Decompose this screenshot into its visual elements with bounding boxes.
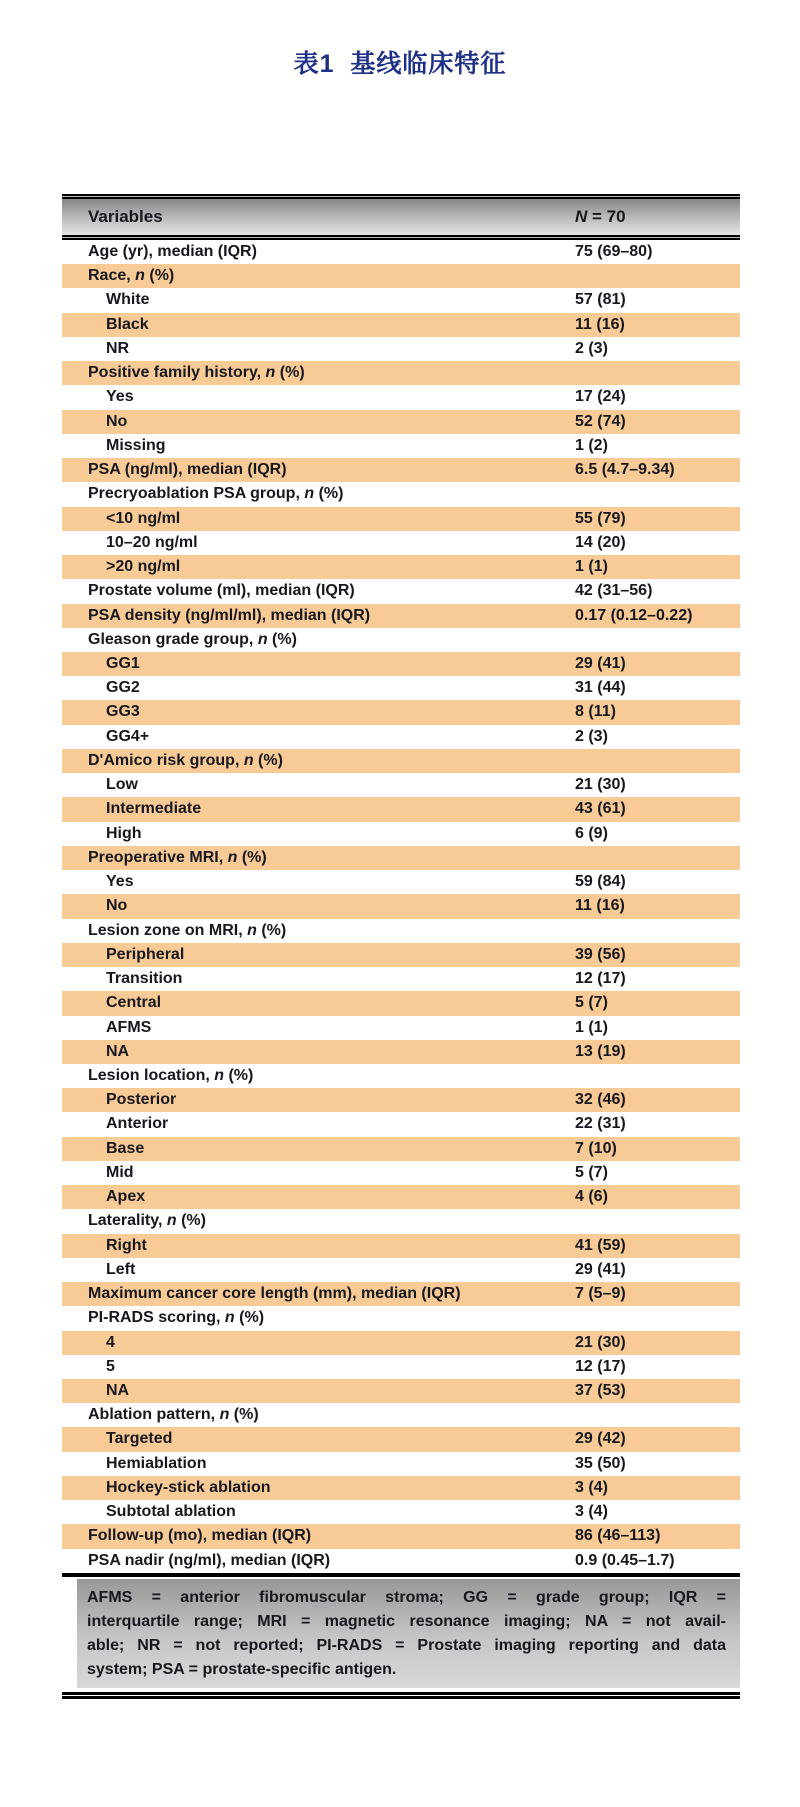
row-label: Subtotal ablation <box>106 1503 236 1521</box>
row-label: 4 <box>106 1333 115 1351</box>
row-label: Preoperative MRI, n (%) <box>88 848 267 866</box>
row-value: 11 (16) <box>575 897 625 915</box>
column-header-n: N = 70 <box>575 207 626 226</box>
row-value: 3 (4) <box>575 1478 608 1496</box>
row-value: 57 (81) <box>575 291 626 309</box>
table-body <box>62 240 740 1573</box>
row-label: <10 ng/ml <box>106 509 181 527</box>
table-row <box>62 264 740 288</box>
table-row <box>62 652 740 676</box>
row-label: 5 <box>106 1357 115 1375</box>
row-value: 13 (19) <box>575 1042 626 1060</box>
row-value: 2 (3) <box>575 727 608 745</box>
row-label: NA <box>106 1382 130 1400</box>
row-label: PSA density (ng/ml/ml), median (IQR) <box>88 606 371 624</box>
row-label: PI-RADS scoring, n (%) <box>88 1309 265 1327</box>
table-row <box>62 1185 740 1209</box>
table-row <box>62 1112 740 1136</box>
row-label: Follow-up (mo), median (IQR) <box>88 1527 312 1545</box>
row-value: 55 (79) <box>575 509 626 527</box>
table-row <box>62 822 740 846</box>
row-label: Left <box>106 1260 136 1278</box>
row-value: 7 (5–9) <box>575 1285 626 1303</box>
table-row <box>62 1161 740 1185</box>
row-label: Hemiablation <box>106 1454 207 1472</box>
row-label: Lesion location, n (%) <box>88 1066 254 1084</box>
table-row <box>62 1452 740 1476</box>
row-label: Lesion zone on MRI, n (%) <box>88 921 287 939</box>
row-label: Black <box>106 315 149 333</box>
row-label: Right <box>106 1236 147 1254</box>
table-row <box>62 870 740 894</box>
table-row <box>62 628 740 652</box>
row-label: GG4+ <box>106 727 150 745</box>
row-label: White <box>106 291 150 309</box>
row-label: Prostate volume (ml), median (IQR) <box>88 582 355 600</box>
row-value: 1 (1) <box>575 558 608 576</box>
table-row <box>62 337 740 361</box>
table-row <box>62 434 740 458</box>
row-label: Ablation pattern, n (%) <box>88 1406 259 1424</box>
table-row <box>62 725 740 749</box>
row-label: No <box>106 897 128 915</box>
table-row <box>62 555 740 579</box>
row-label: Apex <box>106 1188 146 1206</box>
row-label: High <box>106 824 142 842</box>
row-label: No <box>106 412 128 430</box>
row-label: PSA (ng/ml), median (IQR) <box>88 461 287 479</box>
row-value: 11 (16) <box>575 315 625 333</box>
row-value: 42 (31–56) <box>575 582 653 600</box>
table-row <box>62 604 740 628</box>
table-row <box>62 1379 740 1403</box>
table-header-row <box>62 199 740 235</box>
row-label: Gleason grade group, n (%) <box>88 630 297 648</box>
footnote-line: system; PSA = prostate-specific antigen. <box>87 1660 397 1678</box>
row-value: 22 (31) <box>575 1115 626 1133</box>
table-row <box>62 482 740 506</box>
row-label: PSA nadir (ng/ml), median (IQR) <box>88 1551 331 1569</box>
table-row <box>62 579 740 603</box>
row-value: 32 (46) <box>575 1091 626 1109</box>
row-label: >20 ng/ml <box>106 558 181 576</box>
row-label: Base <box>106 1139 145 1157</box>
row-value: 17 (24) <box>575 388 626 406</box>
row-value: 31 (44) <box>575 679 626 697</box>
row-label: Maximum cancer core length (mm), median (IQR) <box>88 1285 461 1303</box>
row-value: 5 (7) <box>575 994 608 1012</box>
table-row <box>62 919 740 943</box>
row-label: Anterior <box>106 1115 169 1133</box>
row-value: 41 (59) <box>575 1236 626 1254</box>
row-label: Low <box>106 776 138 794</box>
row-value: 4 (6) <box>575 1188 608 1206</box>
row-value: 52 (74) <box>575 412 626 430</box>
row-value: 6.5 (4.7–9.34) <box>575 461 675 479</box>
row-label: GG2 <box>106 679 140 697</box>
row-label: AFMS <box>106 1018 152 1036</box>
row-value: 12 (17) <box>575 1357 626 1375</box>
table-row <box>62 1088 740 1112</box>
row-label: D'Amico risk group, n (%) <box>88 751 283 769</box>
table-row <box>62 1549 740 1573</box>
table-bottom-rule <box>62 1573 740 1577</box>
table-row <box>62 773 740 797</box>
row-value: 29 (41) <box>575 654 626 672</box>
table-row <box>62 797 740 821</box>
table-row <box>62 943 740 967</box>
table-row <box>62 1476 740 1500</box>
row-value: 3 (4) <box>575 1503 608 1521</box>
footnote-bottom-rule <box>62 1692 740 1699</box>
table-footnote <box>77 1579 740 1688</box>
row-value: 8 (11) <box>575 703 616 721</box>
row-label: Missing <box>106 436 166 454</box>
row-value: 0.17 (0.12–0.22) <box>575 606 693 624</box>
row-label: Posterior <box>106 1091 177 1109</box>
table-row <box>62 1016 740 1040</box>
footnote-line: able; NR = not reported; PI-RADS = Prostate imaging reporting and data <box>87 1636 726 1654</box>
table-row <box>62 288 740 312</box>
table-row <box>62 385 740 409</box>
page-title: 表1 基线临床特征 <box>293 50 507 78</box>
row-label: Positive family history, n (%) <box>88 364 305 382</box>
row-value: 35 (50) <box>575 1454 626 1472</box>
table-row <box>62 313 740 337</box>
table-row <box>62 1403 740 1427</box>
table-row <box>62 1209 740 1233</box>
footnote-line: AFMS = anterior fibromuscular stroma; GG = grade group; IQR = <box>87 1588 726 1606</box>
column-header-variables: Variables <box>88 207 163 226</box>
table-row <box>62 676 740 700</box>
row-label: GG1 <box>106 654 140 672</box>
row-value: 5 (7) <box>575 1163 608 1181</box>
row-value: 75 (69–80) <box>575 243 653 260</box>
row-value: 0.9 (0.45–1.7) <box>575 1551 675 1569</box>
row-value: 21 (30) <box>575 776 626 794</box>
table-row <box>62 1040 740 1064</box>
baseline-characteristics-table <box>62 194 740 1699</box>
table-row <box>62 1500 740 1524</box>
table-row <box>62 507 740 531</box>
table-row <box>62 1234 740 1258</box>
row-label: Intermediate <box>106 800 202 818</box>
row-label: Age (yr), median (IQR) <box>88 243 257 260</box>
row-label: 10–20 ng/ml <box>106 533 198 551</box>
row-value: 37 (53) <box>575 1382 626 1400</box>
row-value: 7 (10) <box>575 1139 617 1157</box>
table-row <box>62 1355 740 1379</box>
table-row <box>62 967 740 991</box>
table-row <box>62 1258 740 1282</box>
row-label: Race, n (%) <box>88 267 175 285</box>
row-label: Yes <box>106 873 134 891</box>
row-label: Mid <box>106 1163 134 1181</box>
row-label: Yes <box>106 388 134 406</box>
table-row <box>62 1524 740 1548</box>
row-value: 2 (3) <box>575 339 608 357</box>
table-row <box>62 531 740 555</box>
row-value: 12 (17) <box>575 970 626 988</box>
table-row <box>62 846 740 870</box>
table-row <box>62 458 740 482</box>
table-row <box>62 1331 740 1355</box>
row-value: 29 (41) <box>575 1260 626 1278</box>
table-row <box>62 361 740 385</box>
row-value: 43 (61) <box>575 800 626 818</box>
table-row <box>62 410 740 434</box>
row-value: 1 (1) <box>575 1018 608 1036</box>
row-label: NR <box>106 339 130 357</box>
table-row <box>62 991 740 1015</box>
row-value: 29 (42) <box>575 1430 626 1448</box>
table-row <box>62 1306 740 1330</box>
row-label: NA <box>106 1042 130 1060</box>
row-label: Precryoablation PSA group, n (%) <box>88 485 344 503</box>
table-row <box>62 240 740 264</box>
table-row <box>62 1064 740 1088</box>
row-label: Peripheral <box>106 945 185 963</box>
row-value: 14 (20) <box>575 533 626 551</box>
row-value: 6 (9) <box>575 824 608 842</box>
table-row <box>62 1282 740 1306</box>
footnote-line: interquartile range; MRI = magnetic resonance imaging; NA = not avail- <box>87 1612 726 1630</box>
table-row <box>62 700 740 724</box>
row-label: Central <box>106 994 162 1012</box>
row-label: Hockey-stick ablation <box>106 1478 271 1496</box>
row-label: GG3 <box>106 703 140 721</box>
row-value: 59 (84) <box>575 873 626 891</box>
row-value: 21 (30) <box>575 1333 626 1351</box>
table-row <box>62 894 740 918</box>
table-row <box>62 1137 740 1161</box>
row-value: 1 (2) <box>575 436 608 454</box>
row-value: 86 (46–113) <box>575 1527 661 1545</box>
row-label: Laterality, n (%) <box>88 1212 206 1230</box>
table-row <box>62 749 740 773</box>
row-value: 39 (56) <box>575 945 626 963</box>
table-row <box>62 1427 740 1451</box>
row-label: Transition <box>106 970 183 988</box>
row-label: Targeted <box>106 1430 173 1448</box>
